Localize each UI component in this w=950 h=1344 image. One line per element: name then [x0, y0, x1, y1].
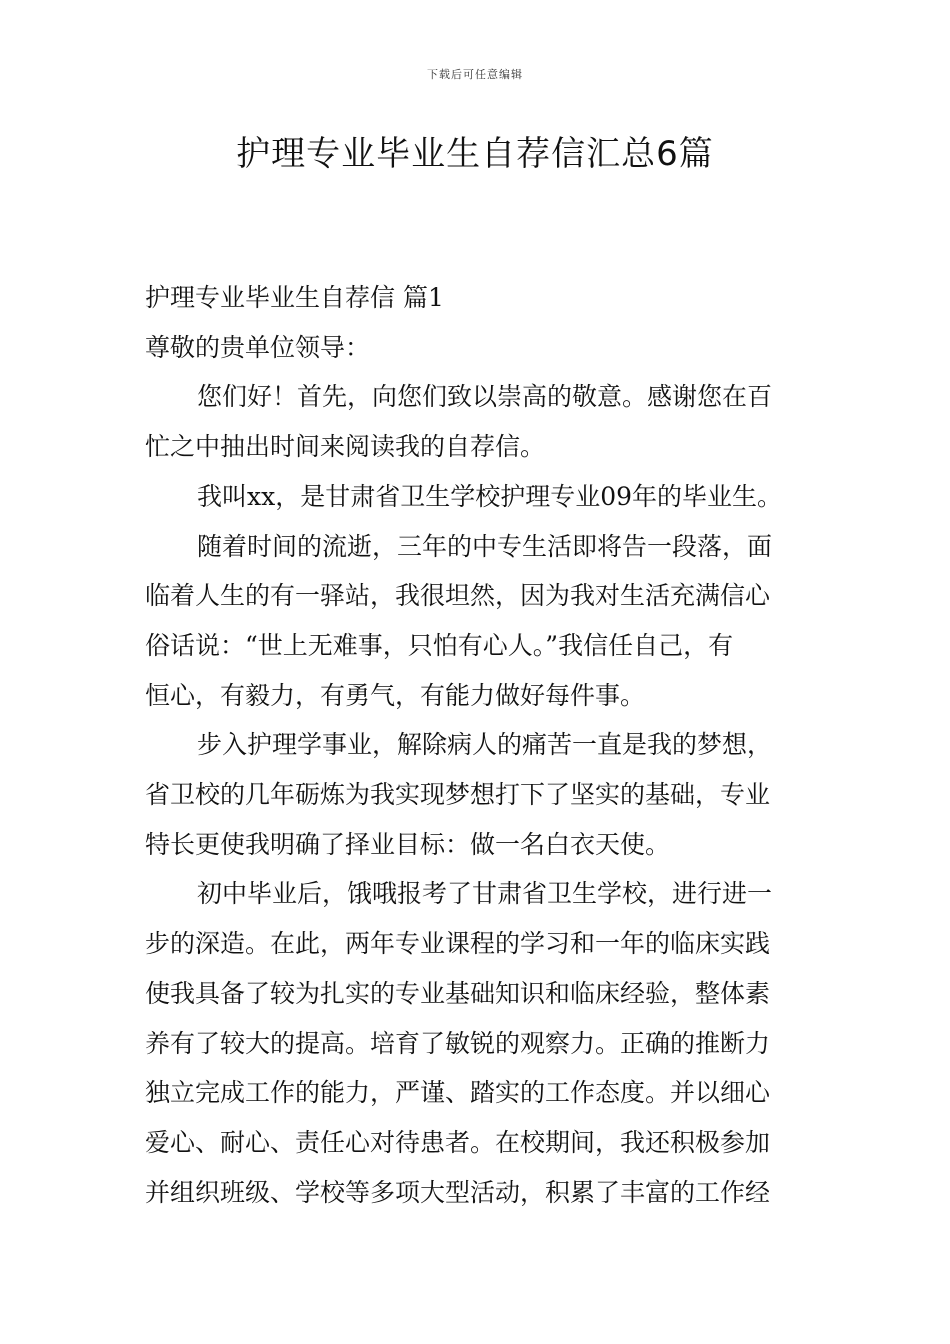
body-line: 爱心、耐心、责任心对待患者。在校期间，我还积极参加 — [145, 1128, 771, 1157]
body-line: 独立完成工作的能力，严谨、踏实的工作态度。并以细心 — [145, 1078, 771, 1107]
body-line: 养有了较大的提高。培育了敏锐的观察力。正确的推断力 — [145, 1029, 771, 1058]
body-line: 使我具备了较为扎实的专业基础知识和临床经验，整体素 — [145, 979, 771, 1008]
document-title: 护理专业毕业生自荐信汇总6篇 — [236, 134, 714, 174]
body-line: 步的深造。在此，两年专业课程的学习和一年的临床实践 — [145, 929, 771, 958]
body-line: 并组织班级、学校等多项大型活动，积累了丰富的工作经 — [145, 1178, 771, 1207]
header-note: 下载后可任意编辑 — [427, 68, 523, 81]
body-line: 我叫xx，是甘肃省卫生学校护理专业09年的毕业生。 — [197, 482, 783, 511]
body-line: 您们好！首先，向您们致以崇高的敬意。感谢您在百 — [197, 382, 773, 411]
body-line: 恒心，有毅力，有勇气，有能力做好每件事。 — [145, 681, 646, 710]
body-line: 尊敬的贵单位领导： — [145, 333, 371, 362]
body-line: 省卫校的几年砺炼为我实现梦想打下了坚实的基础，专业 — [145, 780, 771, 809]
body-line: 临着人生的有一驿站，我很坦然，因为我对生活充满信心 — [145, 581, 771, 610]
body-line: 忙之中抽出时间来阅读我的自荐信。 — [145, 432, 546, 461]
body-line: 特长更使我明确了择业目标：做一名白衣天使。 — [145, 830, 671, 859]
body-line: 随着时间的流逝，三年的中专生活即将告一段落，面 — [197, 532, 773, 561]
body-line: 初中毕业后，饿哦报考了甘肃省卫生学校，进行进一 — [197, 879, 773, 908]
body-line: 步入护理学事业，解除病人的痛苦一直是我的梦想， — [197, 730, 773, 759]
body-line: 俗话说：“世上无难事，只怕有心人。”我信任自己，有 — [145, 631, 734, 660]
body-line: 护理专业毕业生自荐信 篇1 — [145, 283, 444, 312]
